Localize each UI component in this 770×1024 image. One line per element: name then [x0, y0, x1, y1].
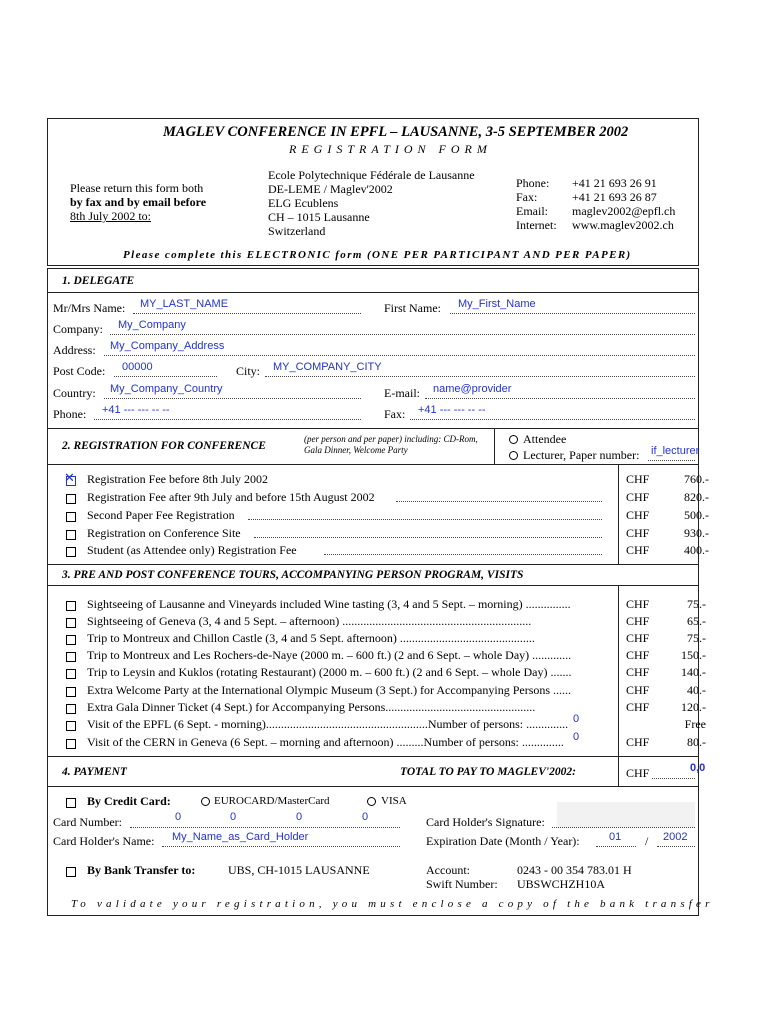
address-line: Ecole Polytechnique Fédérale de Lausanne [268, 168, 475, 182]
currency-label: CHF [626, 508, 650, 522]
leader-dots [324, 554, 602, 555]
leader-dots [254, 537, 602, 538]
tour-checkbox[interactable] [66, 601, 76, 611]
instruction-line: Please complete this ELECTRONIC form (ONE PER PARTICIPANT AND PER PAPER) [123, 249, 632, 261]
tour-label: Trip to Montreux and Chillon Castle (3, 4 and 5 Sept. afternoon) ............................................. [87, 631, 535, 645]
company-input[interactable]: My_Company [118, 319, 186, 331]
credit-card-label: By Credit Card: [87, 794, 171, 808]
total-currency: CHF [626, 766, 650, 780]
return-instruction-1: Please return this form both [70, 181, 204, 195]
card-signature-label: Card Holder's Signature: [426, 815, 545, 829]
attendee-radio[interactable] [509, 435, 518, 444]
registration-note: (per person and per paper) including: CD-Rom, Gala Dinner, Welcome Party [304, 434, 478, 455]
swift-value: UBSWCHZH10A [517, 877, 606, 891]
total-input-line [652, 778, 695, 779]
leader-dots [248, 519, 602, 520]
tour-label: Extra Welcome Party at the International Olympic Museum (3 Sept.) for Accompanying Persons ...... [87, 683, 572, 697]
address-line: CH – 1015 Lausanne [268, 210, 370, 224]
card-holder-input[interactable]: My_Name_as_Card_Holder [172, 831, 309, 843]
country-input[interactable]: My_Company_Country [110, 383, 223, 395]
card-number-part[interactable]: 0 [175, 811, 182, 823]
divider [618, 756, 619, 786]
name-label: Mr/Mrs Name: [53, 301, 126, 315]
second-paper-checkbox[interactable] [66, 512, 76, 522]
tour-label: Visit of the EPFL (6 Sept. - morning)......................................................Number of persons: .............. [87, 717, 569, 731]
fax-input[interactable]: +41 --- --- -- -- [418, 404, 486, 416]
currency-label: CHF [626, 665, 650, 679]
price-value: 930.- [684, 526, 709, 540]
tour-label: Extra Gala Dinner Ticket (4 Sept.) for Accompanying Persons.................................................. [87, 700, 536, 714]
contact-value: +41 21 693 26 91 [572, 176, 657, 190]
tour-checkbox[interactable] [66, 687, 76, 697]
divider [618, 464, 619, 564]
tour-label: Trip to Leysin and Kuklos (rotating Restaurant) (2000 m. – 600 ft.) (2 and 6 Sept. – whole Day) ....... [87, 665, 572, 679]
currency-label: CHF [626, 700, 650, 714]
fax-input-line[interactable] [410, 419, 695, 420]
phone-input[interactable]: +41 --- --- -- -- [102, 404, 170, 416]
currency-label: CHF [626, 614, 650, 628]
cern-persons-input[interactable]: 0 [573, 731, 580, 743]
city-input[interactable]: MY_COMPANY_CITY [273, 361, 382, 373]
name-input-line[interactable] [133, 313, 361, 314]
city-input-line[interactable] [265, 376, 695, 377]
account-value: 0243 - 00 354 783.01 H [517, 863, 632, 877]
expiration-label: Expiration Date (Month / Year): [426, 834, 580, 848]
address-line: ELG Ecublens [268, 196, 339, 210]
price-value: 75.- [687, 597, 706, 611]
card-holder-label: Card Holder's Name: [53, 834, 155, 848]
currency-label: CHF [626, 683, 650, 697]
on-site-checkbox[interactable] [66, 530, 76, 540]
fax-label: Fax: [384, 407, 406, 421]
tour-checkbox[interactable] [66, 618, 76, 628]
account-label: Account: [426, 863, 470, 877]
exp-year-input-line[interactable] [657, 846, 695, 847]
phone-input-line[interactable] [94, 419, 361, 420]
postcode-input-line[interactable] [114, 376, 217, 377]
exp-month-input[interactable]: 01 [609, 831, 622, 843]
currency-label: CHF [626, 648, 650, 662]
first-name-label: First Name: [384, 301, 441, 315]
currency-label: CHF [626, 597, 650, 611]
paper-number-input[interactable]: if_lecturer [651, 445, 700, 457]
tour-label: Trip to Montreux and Les Rochers-de-Naye (2000 m. – 600 ft.) (2 and 6 Sept. – whole Day) ............. [87, 648, 572, 662]
contact-label: Phone: [516, 176, 550, 190]
exp-year-input[interactable]: 2002 [663, 831, 688, 843]
return-instruction-3: 8th July 2002 to: [70, 209, 152, 223]
tour-label: Sightseeing of Lausanne and Vineyards included Wine tasting (3, 4 and 5 Sept. – morning) ............... [87, 597, 571, 611]
return-instruction-2: by fax and by email before [70, 195, 207, 209]
price-value: 140.- [681, 665, 706, 679]
total-value: 0,0 [690, 762, 706, 774]
reg-fee-label: Registration Fee before 8th July 2002 [87, 472, 268, 486]
reg-fee-late-checkbox[interactable] [66, 494, 76, 504]
price-value: 400.- [684, 543, 709, 557]
currency-label: CHF [626, 735, 650, 749]
tour-checkbox[interactable] [66, 704, 76, 714]
section-tours-heading: 3. PRE AND POST CONFERENCE TOURS, ACCOMPANYING PERSON PROGRAM, VISITS [62, 569, 524, 581]
contact-value: maglev2002@epfl.ch [572, 204, 676, 218]
contact-label: Fax: [516, 190, 538, 204]
eurocard-label: EUROCARD/MasterCard [214, 795, 330, 807]
bank-name: UBS, CH-1015 LAUSANNE [228, 863, 370, 877]
currency-label: CHF [626, 472, 650, 486]
contact-value: +41 21 693 26 87 [572, 190, 657, 204]
total-label: TOTAL TO PAY TO MAGLEV'2002: [400, 766, 576, 778]
visa-label: VISA [381, 795, 407, 807]
name-input[interactable]: MY_LAST_NAME [140, 298, 229, 310]
currency-label: CHF [626, 526, 650, 540]
postcode-input[interactable]: 00000 [122, 361, 153, 373]
country-input-line[interactable] [104, 398, 361, 399]
divider [47, 564, 699, 565]
price-value: 760.- [684, 472, 709, 486]
card-number-part[interactable]: 0 [296, 811, 303, 823]
credit-card-checkbox[interactable] [66, 798, 76, 808]
form-subtitle: REGISTRATION FORM [289, 142, 492, 156]
card-holder-input-line[interactable] [162, 846, 400, 847]
currency-label: CHF [626, 631, 650, 645]
paper-number-input-line[interactable] [648, 460, 695, 461]
price-value: 150.- [681, 648, 706, 662]
price-value: 80.- [687, 735, 706, 749]
price-value: 500.- [684, 508, 709, 522]
address-input[interactable]: My_Company_Address [110, 340, 225, 352]
address-label: Address: [53, 343, 96, 357]
city-label: City: [236, 364, 261, 378]
bank-transfer-checkbox[interactable] [66, 867, 76, 877]
reg-fee-label: Student (as Attendee only) Registration Fee [87, 543, 297, 557]
price-value: 820.- [684, 490, 709, 504]
visit-cern-checkbox[interactable] [66, 739, 76, 749]
card-number-part[interactable]: 0 [230, 811, 237, 823]
divider [47, 786, 699, 787]
bank-transfer-note: To validate your registration, you must enclose a copy of the bank transfer [71, 898, 714, 910]
price-value: 75.- [687, 631, 706, 645]
exp-month-input-line[interactable] [596, 846, 636, 847]
lecturer-label: Lecturer, Paper number: [523, 448, 640, 462]
visit-epfl-checkbox[interactable] [66, 721, 76, 731]
first-name-input-line[interactable] [450, 313, 695, 314]
reg-fee-label: Second Paper Fee Registration [87, 508, 235, 522]
epfl-persons-input[interactable]: 0 [573, 713, 580, 725]
swift-label: Swift Number: [426, 877, 498, 891]
card-number-input-line[interactable] [130, 827, 400, 828]
company-input-line[interactable] [110, 334, 695, 335]
section-registration-heading: 2. REGISTRATION FOR CONFERENCE [62, 440, 266, 452]
address-line: Switzerland [268, 224, 326, 238]
email-input[interactable]: name@provider [433, 383, 512, 395]
card-number-label: Card Number: [53, 815, 122, 829]
divider [47, 292, 699, 293]
section-payment-heading: 4. PAYMENT [62, 766, 127, 778]
price-value: 65.- [687, 614, 706, 628]
price-value: 120.- [681, 700, 706, 714]
attendee-label: Attendee [523, 432, 567, 446]
visa-radio[interactable] [367, 797, 376, 806]
first-name-input[interactable]: My_First_Name [458, 298, 536, 310]
reg-fee-early-checkbox[interactable] [66, 476, 76, 486]
bank-transfer-label: By Bank Transfer to: [87, 863, 196, 877]
divider [47, 756, 699, 757]
reg-fee-label: Registration Fee after 9th July and before 15th August 2002 [87, 490, 375, 504]
divider [618, 585, 619, 756]
card-number-part[interactable]: 0 [362, 811, 369, 823]
tour-checkbox[interactable] [66, 635, 76, 645]
signature-box[interactable] [557, 802, 695, 828]
address-line: DE-LEME / Maglev'2002 [268, 182, 393, 196]
country-label: Country: [53, 386, 96, 400]
tour-checkbox[interactable] [66, 669, 76, 679]
phone-label: Phone: [53, 407, 87, 421]
email-input-line[interactable] [425, 398, 695, 399]
tour-label: Visit of the CERN in Geneva (6 Sept. – morning and afternoon) .........Number of persons: .............. [87, 735, 564, 749]
section-delegate-heading: 1. DELEGATE [62, 275, 135, 287]
email-label: E-mail: [384, 386, 420, 400]
contact-value: www.maglev2002.ch [572, 218, 674, 232]
postcode-label: Post Code: [53, 364, 106, 378]
currency-label: CHF [626, 543, 650, 557]
company-label: Company: [53, 322, 103, 336]
contact-label: Internet: [516, 218, 557, 232]
form-title: MAGLEV CONFERENCE IN EPFL – LAUSANNE, 3-5 SEPTEMBER 2002 [163, 124, 629, 140]
divider [494, 428, 495, 464]
student-checkbox[interactable] [66, 547, 76, 557]
contact-label: Email: [516, 204, 548, 218]
tour-checkbox[interactable] [66, 652, 76, 662]
price-value: 40.- [687, 683, 706, 697]
divider [47, 585, 699, 586]
address-input-line[interactable] [104, 355, 695, 356]
lecturer-radio[interactable] [509, 451, 518, 460]
eurocard-radio[interactable] [201, 797, 210, 806]
signature-input-line[interactable] [552, 827, 695, 828]
exp-slash: / [645, 834, 649, 848]
divider [47, 464, 699, 465]
tour-label: Sightseeing of Geneva (3, 4 and 5 Sept. – afternoon) ............................................................... [87, 614, 532, 628]
divider [47, 428, 699, 429]
currency-label: CHF [626, 490, 650, 504]
price-value: Free [684, 717, 706, 731]
reg-fee-label: Registration on Conference Site [87, 526, 241, 540]
leader-dots [396, 501, 602, 502]
